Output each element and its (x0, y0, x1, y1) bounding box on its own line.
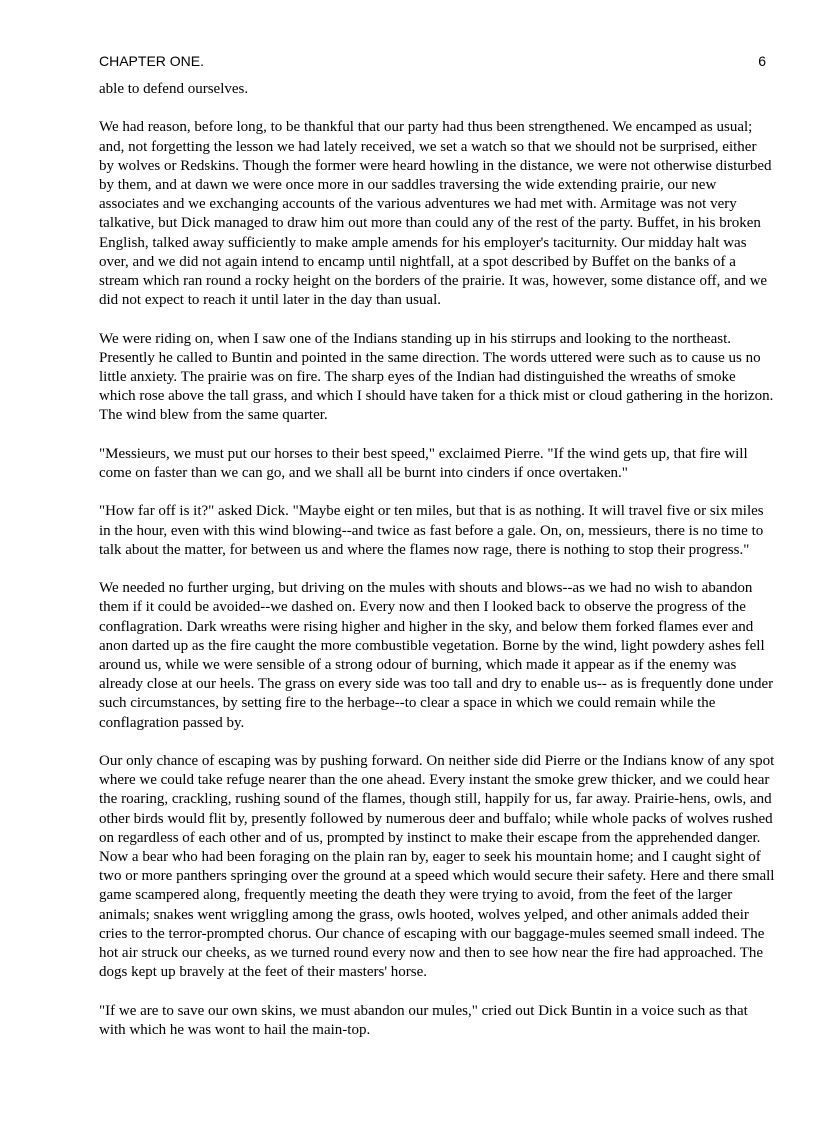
page-header (99, 53, 766, 71)
paragraph: "How far off is it?" asked Dick. "Maybe eight or ten miles, but that is as nothing. It will travel five or six miles in the hour, even with this wind blowing--and twice as fast before a gale. On, on, messieurs, there is no time to talk about the matter, for between us and where the flames now rage, there is nothing to stop their progress." (99, 503, 764, 558)
paragraph: "Messieurs, we must put our horses to their best speed," exclaimed Pierre. "If the wind gets up, that fire will come on faster than we can go, and we shall all be burnt into cinders if once overtaken." (99, 445, 748, 482)
paragraph: "If we are to save our own skins, we must abandon our mules," cried out Dick Buntin in a voice such as that with which he was wont to hail the main-top. (99, 1002, 748, 1038)
paragraph: We were riding on, when I saw one of the Indians standing up in his stirrups and looking to the northeast. Presently he called to Buntin and pointed in the same direction. The words uttered were such as to cause us no little anxiety. The prairie was on fire. The sharp eyes of the Indian had distinguished the wreaths of smoke which rose above the tall grass, and which I should have taken for a thick mist or cloud gathering in the horizon. The wind blew from the same quarter. (99, 330, 774, 424)
paragraph: We had reason, before long, to be thankful that our party had thus been strengthened. We encamped as usual; and, not forgetting the lesson we had lately received, we set a watch so that we should not be surprised, either by wolves or Redskins. Though the former were heard howling in the distance, we were not otherwise disturbed by them, and at dawn we were once more in our saddles traversing the wide extending prairie, our new associates and we exchanging accounts of the various adventures we had met with. Armitage was not very talkative, but Dick managed to draw him out more than could any of the rest of the party. Buffet, in his broken English, talked away sufficiently to make ample amends for his employer's taciturnity. Our midday halt was over, and we did not again intend to encamp until nightfall, at a spot described by Buffet on the banks of a stream which ran round a rocky height on the borders of the prairie. It was, however, some distance off, and we did not expect to reach it until later in the day than usual. (99, 119, 772, 309)
paragraph: We needed no further urging, but driving on the mules with shouts and blows--as we had no wish to abandon them if it could be avoided--we dashed on. Every now and then I looked back to observe the progress of the conflagration. Dark wreaths were rising higher and higher in the sky, and below them forked flames ever and anon darted up as the fire caught the more combustible vegetation. Borne by the wind, light powdery ashes fell around us, while we were sensible of a strong odour of burning, which made it appear as if the enemy was already close at our heels. The grass on every side was too tall and dry to enable us-- as is frequently done under such circumstances, by setting fire to the herbage--to clear a space in which we could remain while the conflagration passed by. (99, 580, 774, 731)
body-text (99, 80, 775, 1059)
paragraph: Our only chance of escaping was by pushing forward. On neither side did Pierre or the Indians know of any spot where we could take refuge nearer than the one ahead. Every instant the smoke grew thicker, and we could hear the roaring, crackling, rushing sound of the flames, though still, happily for us, far away. Prairie-hens, owls, and other birds would flit by, presently followed by numerous deer and buffalo; while whole packs of wolves rushed on regardless of each other and of us, prompted by instinct to make their escape from the apprehended danger. Now a bear who had been foraging on the plain ran by, eager to seek his mountain home; and I caught sight of two or more panthers springing over the ground at a speed which would secure their safety. Here and there small game scampered along, frequently meeting the death they were trying to avoid, from the feet of the larger animals; snakes went wriggling among the grass, owls hooted, wolves yelped, and other animals added their cries to the terror-prompted chorus. Our chance of escaping with our baggage-mules seemed small indeed. The hot air struck our cheeks, as we turned round every now and then to see how near the fire had approached. The dogs kept up bravely at the feet of their masters' horse. (99, 753, 775, 981)
chapter-title: CHAPTER ONE. (99, 53, 205, 69)
page-number: 6 (758, 53, 766, 69)
paragraph: able to defend ourselves. (99, 81, 249, 97)
